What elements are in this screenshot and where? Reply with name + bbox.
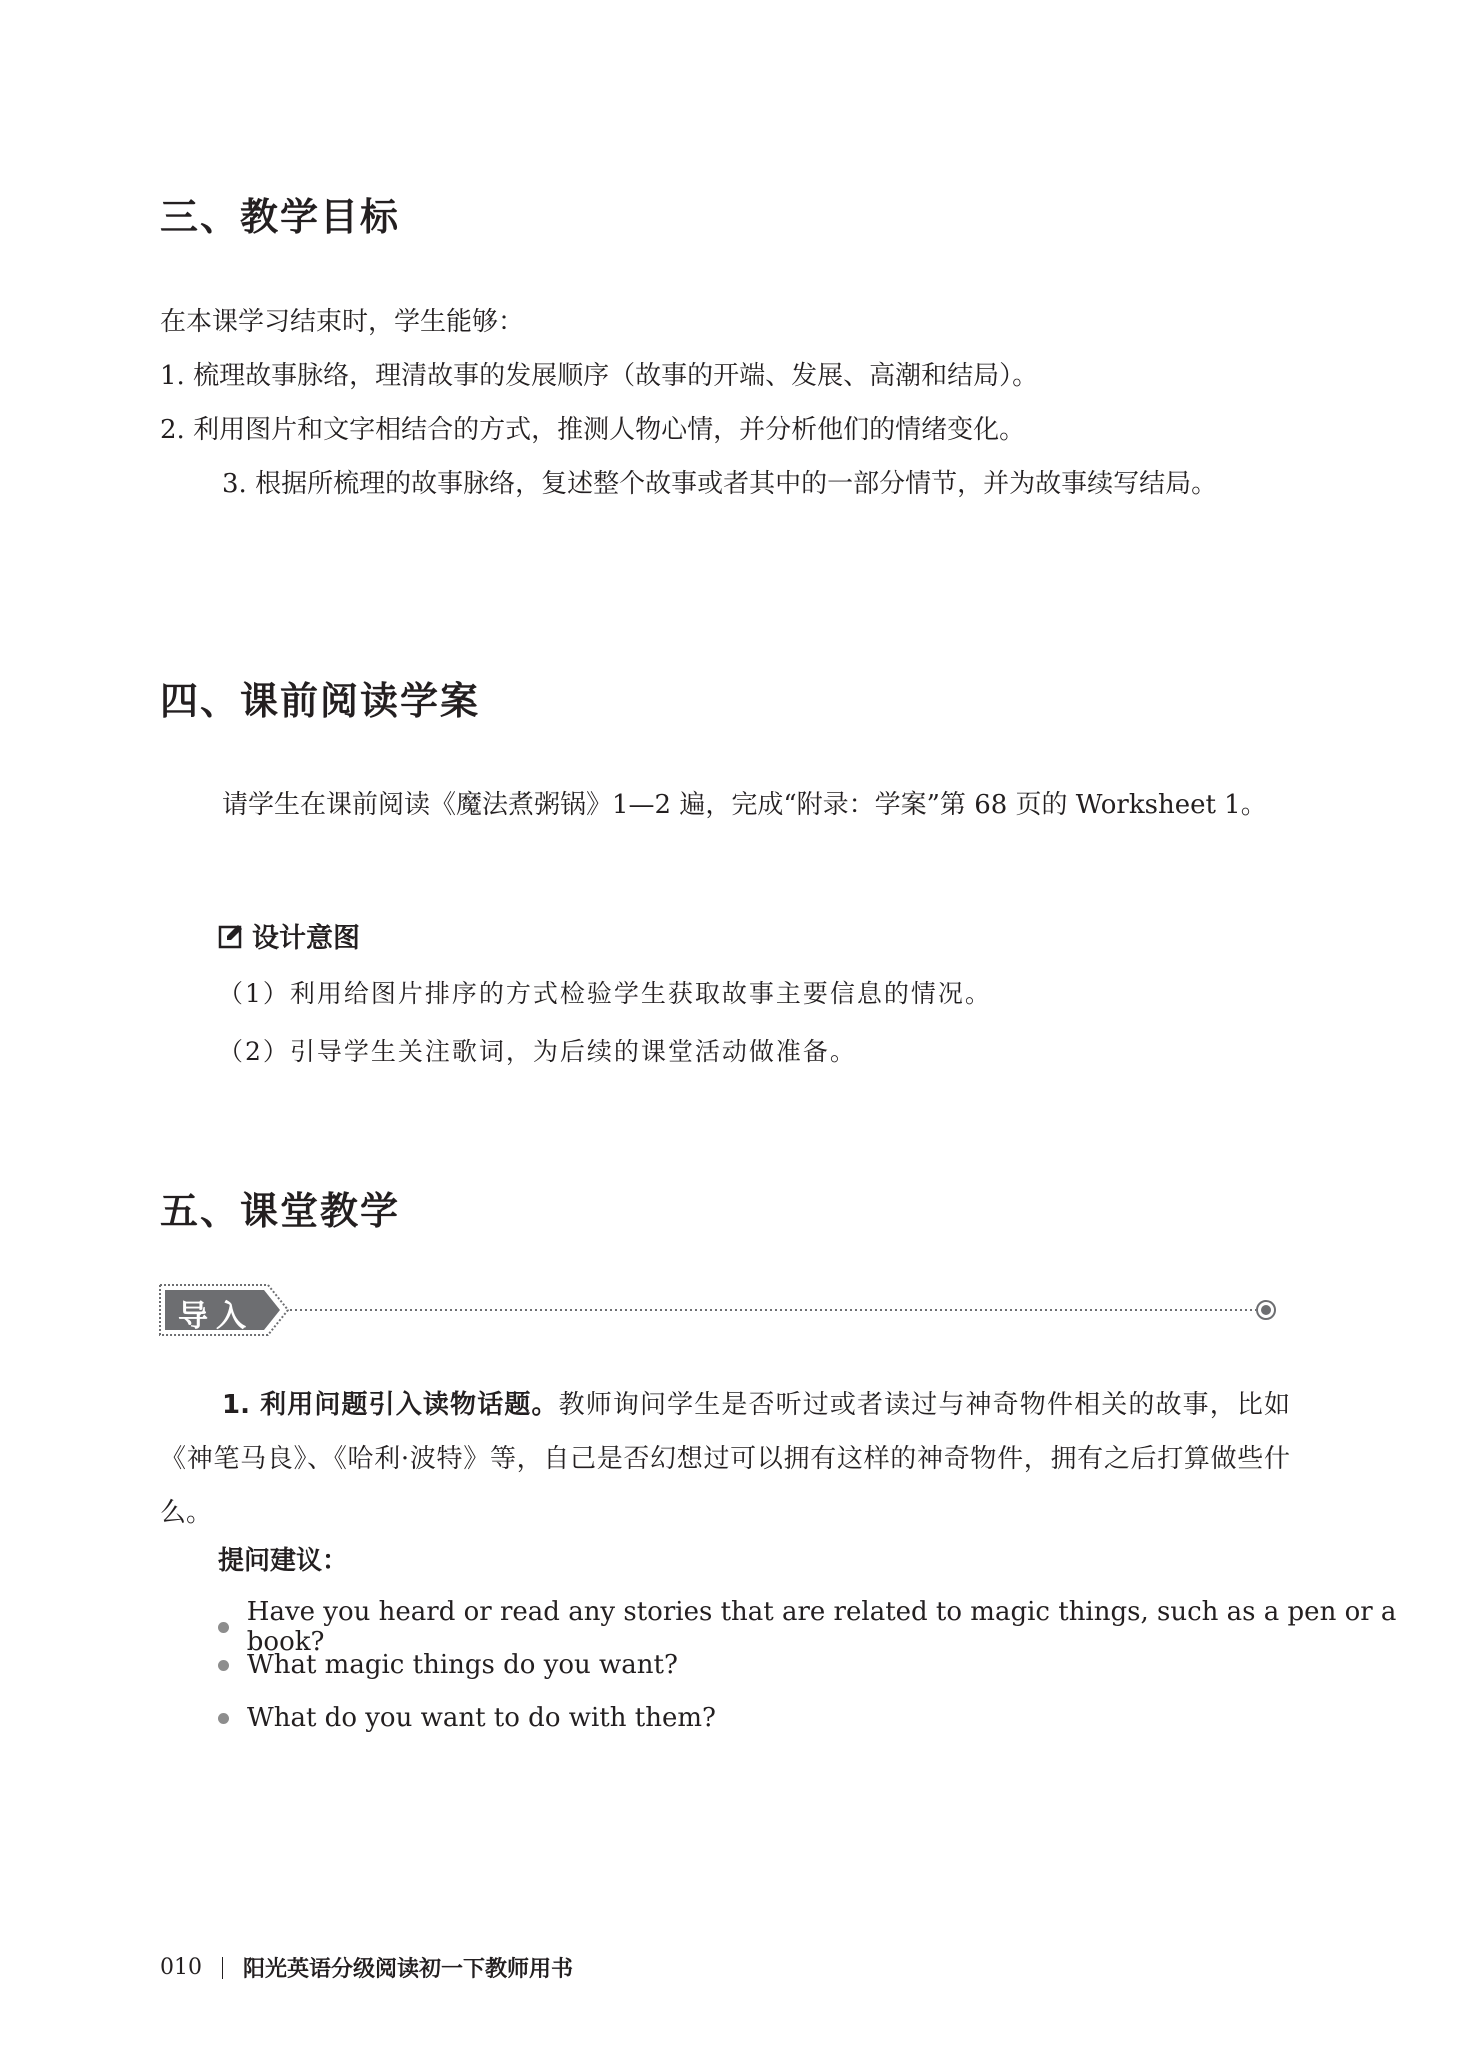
design-intent-item-1: （1）利用给图片排序的方式检验学生获取故事主要信息的情况。 <box>218 979 992 1008</box>
lead-in-activity <box>160 1378 1290 1540</box>
activity-title: 1. 利用问题引入读物话题。 <box>222 1390 559 1420</box>
lead-in-banner <box>158 1283 1282 1337</box>
question-item-2 <box>218 1650 678 1680</box>
section-heading-classroom: 五、课堂教学 <box>160 1189 401 1233</box>
section-heading-preview: 四、课前阅读学案 <box>160 679 481 723</box>
design-intent-item-2: （2）引导学生关注歌词，为后续的课堂活动做准备。 <box>218 1037 857 1066</box>
section-heading-objectives: 三、教学目标 <box>160 195 401 239</box>
objective-item-2: 2. 利用图片和文字相结合的方式，推测人物心情，并分析他们的情绪变化。 <box>160 415 1026 445</box>
question-text: What magic things do you want? <box>247 1650 678 1680</box>
question-item-3 <box>218 1703 716 1733</box>
bullet-icon <box>218 1660 229 1671</box>
question-text: What do you want to do with them? <box>247 1703 716 1733</box>
page-number: 010 <box>160 1955 202 1980</box>
preview-instructions: 请学生在课前阅读《魔法煮粥锅》1—2 遍，完成“附录：学案”第 68 页的 Worksheet 1。 <box>222 790 1267 820</box>
design-intent-label: 设计意图 <box>252 923 360 954</box>
questions-label: 提问建议： <box>218 1546 349 1576</box>
question-text: Have you heard or read any stories that are related to magic things, such as a pen or a book? <box>246 1597 1397 1657</box>
footer-divider <box>222 1957 223 1979</box>
page-footer <box>160 1952 573 1983</box>
question-item-1 <box>218 1597 1457 1657</box>
book-title: 阳光英语分级阅读初一下教师用书 <box>243 1957 574 1982</box>
bullet-icon <box>218 1713 229 1724</box>
objective-item-1: 1. 梳理故事脉络，理清故事的发展顺序（故事的开端、发展、高潮和结局）。 <box>160 361 1039 391</box>
activity-body: 教师询问学生是否听过或者读过与神奇物件相关的故事，比如《神笔马良》、《哈利·波特》等，自己是否幻想过可以拥有这样的神奇物件，拥有之后打算做些什么。 <box>160 1390 1290 1528</box>
banner-label: 导入 <box>178 1299 254 1334</box>
edit-icon <box>218 923 244 949</box>
objective-item-3: 3. 根据所梳理的故事脉络，复述整个故事或者其中的一部分情节，并为故事续写结局。 <box>222 469 1218 499</box>
objectives-intro: 在本课学习结束时，学生能够： <box>160 307 525 337</box>
banner-graphic <box>158 1283 1282 1337</box>
design-intent-heading <box>218 916 360 955</box>
bullet-icon <box>218 1622 229 1633</box>
